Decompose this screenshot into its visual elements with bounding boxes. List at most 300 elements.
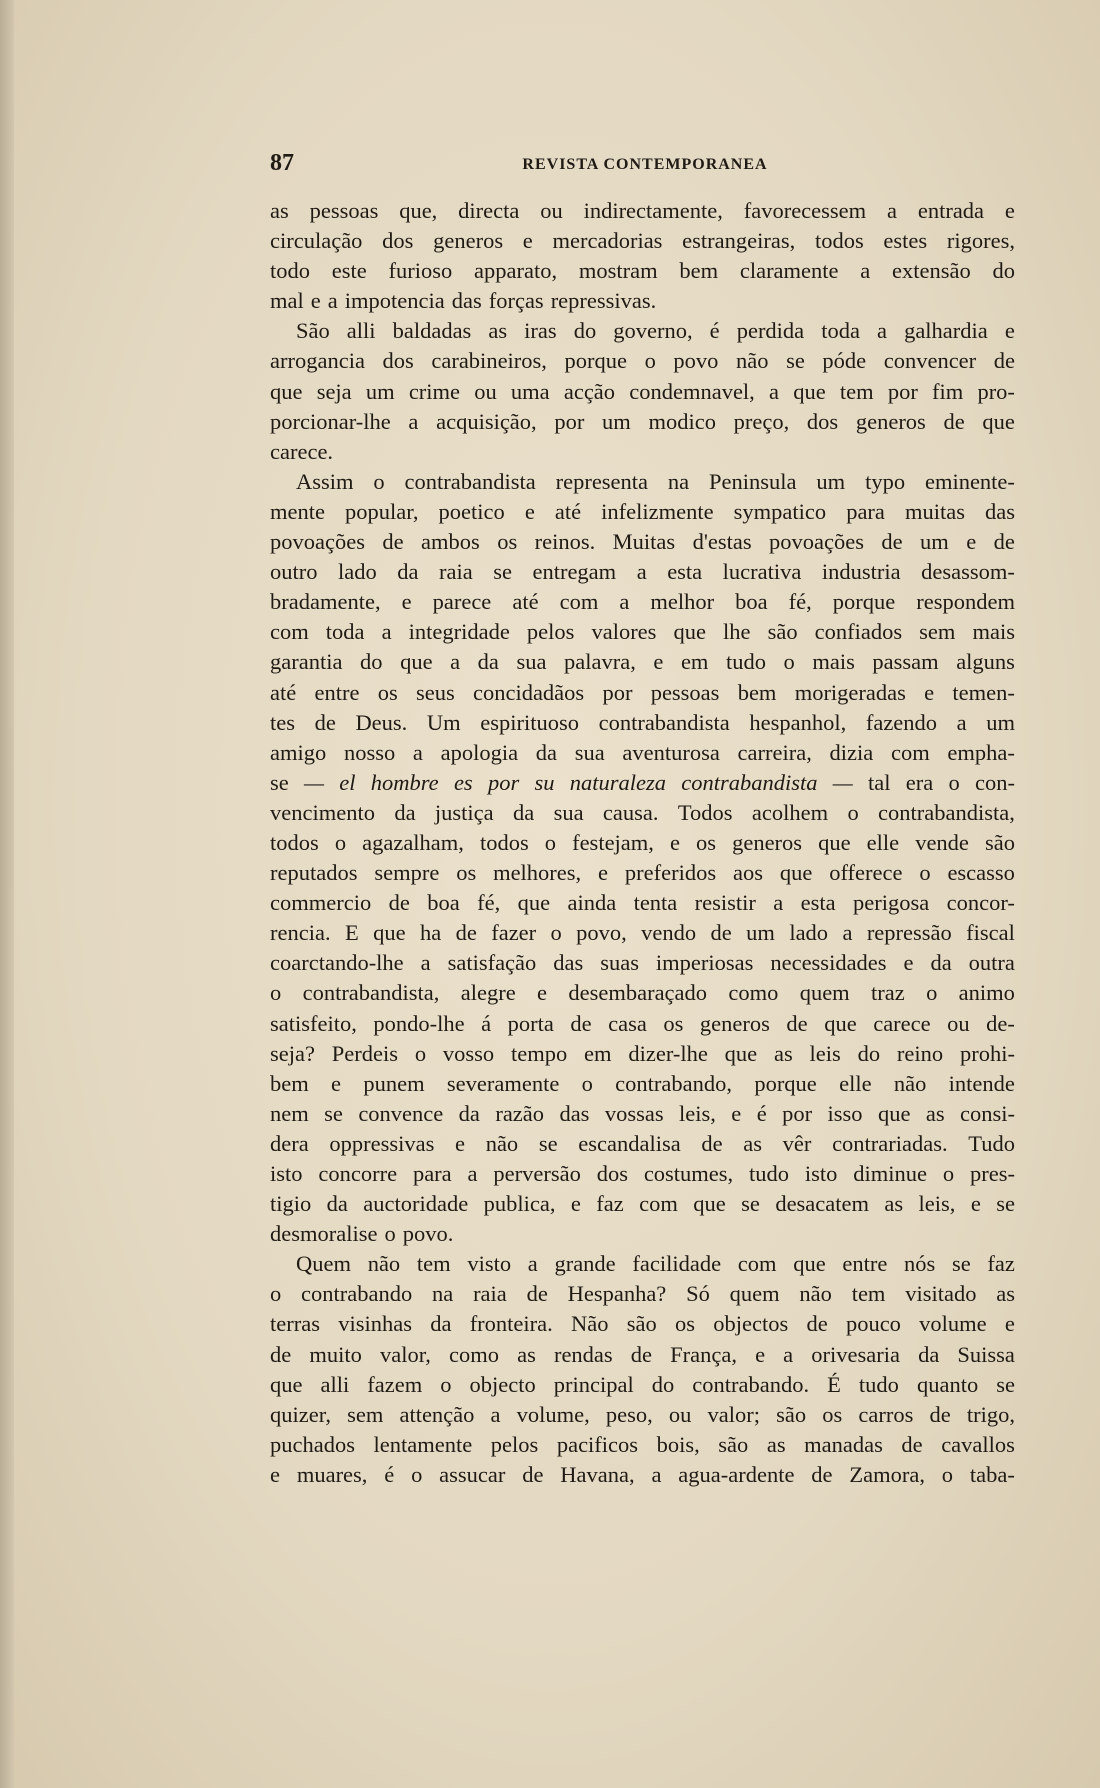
word: as: [773, 1040, 793, 1066]
word: tem: [839, 378, 874, 404]
word: França,: [670, 1341, 737, 1367]
word: favorecessem: [743, 198, 867, 223]
word: preço,: [733, 408, 790, 434]
word: não: [799, 1281, 832, 1307]
word: impotencia: [344, 288, 445, 314]
word: que: [373, 920, 406, 946]
word: ou: [947, 1010, 970, 1036]
word: tudo: [858, 1371, 899, 1397]
text-line: [270, 1400, 1015, 1430]
word: resistir: [694, 890, 756, 916]
word: e: [570, 1191, 581, 1217]
word: como: [728, 980, 779, 1006]
text-line: [270, 828, 1015, 858]
word: é: [709, 318, 720, 344]
word: entre: [842, 1251, 888, 1277]
word: os: [663, 1010, 684, 1036]
word: o: [440, 1371, 452, 1397]
word: um: [746, 920, 775, 946]
word: todo: [270, 258, 311, 284]
text-line: [270, 346, 1015, 376]
word: de: [881, 529, 903, 555]
word: offerece: [829, 860, 903, 886]
word: se: [538, 1130, 558, 1156]
text-line: [270, 978, 1015, 1008]
word: de: [388, 890, 410, 916]
word: são: [718, 1431, 749, 1457]
word: bradamente,: [270, 589, 381, 615]
word: fé,: [788, 589, 812, 615]
word: as: [270, 198, 289, 223]
word: carece: [873, 1010, 931, 1036]
text-line: [270, 1370, 1015, 1400]
word: com: [890, 739, 930, 765]
word: Suissa: [957, 1341, 1015, 1367]
word: a: [956, 709, 967, 735]
word: faz: [987, 1251, 1015, 1277]
word: o: [948, 769, 960, 795]
word: attenção: [399, 1401, 475, 1427]
word: alli: [320, 1371, 350, 1397]
word: coarctando-lhe: [270, 950, 404, 976]
word: das: [451, 288, 482, 314]
italic-phrase-word: el: [339, 769, 356, 795]
body-text: [270, 196, 1015, 1490]
word: pessoas: [650, 679, 720, 705]
page-header: [270, 150, 1020, 180]
word: crime: [408, 378, 461, 404]
word: tudo: [749, 1161, 790, 1186]
word: isto: [270, 1161, 303, 1186]
word: contrabandista,: [302, 980, 440, 1006]
italic-phrase-word: es: [453, 769, 473, 795]
word: carece.: [270, 438, 334, 464]
word: e: [310, 288, 321, 314]
word: um: [602, 408, 631, 434]
word: que: [517, 890, 551, 916]
word: que: [673, 619, 706, 645]
word: elle: [839, 1070, 872, 1096]
word: nem: [270, 1100, 309, 1126]
text-line: [270, 1039, 1015, 1069]
word: lucrativa: [722, 559, 802, 585]
word: povoações: [270, 529, 365, 555]
word: como: [449, 1341, 500, 1367]
word: contrabando,: [615, 1070, 733, 1096]
word: as: [884, 1191, 904, 1217]
word: grande: [554, 1251, 616, 1277]
word: sem: [347, 1401, 384, 1427]
word: modico: [648, 408, 716, 434]
word: povoações: [769, 529, 864, 555]
italic-phrase-word: por: [487, 769, 520, 795]
word: generos: [433, 228, 504, 254]
word: circulação: [270, 228, 363, 254]
word: integridade: [408, 619, 510, 645]
text-line: [270, 948, 1015, 978]
word: se: [741, 1191, 760, 1217]
word: e: [669, 829, 680, 855]
word: apparato,: [474, 258, 558, 284]
word: cavallos: [941, 1431, 1015, 1457]
word: até: [512, 589, 539, 615]
word: trigo,: [966, 1401, 1015, 1427]
text-line: [270, 798, 1015, 828]
word: tempo: [510, 1040, 568, 1066]
word: o: [270, 1281, 282, 1307]
word: respondem: [916, 589, 1015, 615]
word: causa.: [602, 799, 659, 825]
word: contrabando: [301, 1281, 413, 1307]
word: uma: [510, 378, 550, 404]
word: carabineiros,: [431, 348, 547, 374]
word: seja: [316, 378, 352, 404]
word: fazendo: [865, 709, 938, 735]
word: as: [996, 1281, 1015, 1307]
word: convencer: [883, 348, 977, 374]
word: lentamente: [373, 1431, 473, 1457]
word: pacificos: [556, 1431, 639, 1457]
text-line: [270, 768, 1015, 798]
word: o: [373, 468, 385, 494]
word: por: [782, 1100, 813, 1126]
word: a: [651, 1461, 662, 1487]
word: bem: [270, 1070, 309, 1096]
word: do: [573, 318, 597, 344]
word: justiça: [434, 799, 494, 825]
word: imperiosas: [655, 950, 754, 976]
word: tudo: [725, 649, 766, 675]
word: as: [743, 1130, 763, 1156]
word: o: [581, 1070, 593, 1096]
word: estes: [883, 228, 928, 254]
word: acolhem: [751, 799, 829, 825]
word: Tudo: [968, 1130, 1015, 1156]
word: um: [920, 529, 949, 555]
text-line: [270, 1069, 1015, 1099]
word: a: [412, 739, 423, 765]
word: escandalisa: [578, 1130, 681, 1156]
word: dos: [596, 1161, 628, 1186]
word: sua: [574, 739, 605, 765]
word: de: [526, 1281, 548, 1307]
word: condemnavel,: [629, 378, 755, 404]
word: apologia: [440, 739, 519, 765]
word: vendo: [641, 920, 697, 946]
word: povo: [673, 348, 719, 374]
word: entrada: [917, 198, 985, 223]
word: porcionar-lhe: [270, 408, 391, 434]
word: carros: [858, 1401, 914, 1427]
word: que: [693, 1191, 726, 1217]
word: que: [779, 860, 813, 886]
word: e: [1004, 318, 1015, 344]
word: objecto: [469, 1371, 536, 1397]
word: preferidos: [624, 860, 717, 886]
word: necessidades: [770, 950, 887, 976]
word: principal: [553, 1371, 634, 1397]
word: Muitas: [612, 529, 676, 555]
text-line: [270, 888, 1015, 918]
word: a: [408, 408, 419, 434]
word: de: [701, 1130, 723, 1156]
word: leis,: [679, 1100, 716, 1126]
word: vosso: [442, 1040, 495, 1066]
word: contrabandista,: [878, 799, 1015, 825]
word: sempre: [374, 860, 440, 886]
word: um: [816, 468, 846, 494]
word: que: [982, 408, 1015, 434]
word: contrabandista: [598, 709, 730, 735]
word: e: [455, 1130, 466, 1156]
word: terras: [270, 1311, 320, 1337]
word: da: [477, 649, 499, 675]
word: entre: [314, 679, 360, 705]
word: mais: [972, 619, 1015, 645]
word: Um: [426, 709, 461, 735]
word: se: [951, 1251, 971, 1277]
word: o: [941, 1461, 954, 1487]
word: e: [522, 228, 533, 254]
word: hespanhol,: [749, 709, 847, 735]
word: e: [755, 1341, 766, 1367]
word: entregam: [532, 559, 617, 585]
text-line: [270, 738, 1015, 768]
word: e: [331, 1070, 342, 1096]
word: quem: [729, 1281, 780, 1307]
word: animo: [958, 980, 1015, 1006]
text-line: [270, 407, 1015, 437]
word: acquisição,: [436, 408, 537, 434]
word: todos: [814, 228, 864, 254]
word: os: [822, 1401, 843, 1427]
word: os: [456, 860, 477, 886]
word: rigores,: [946, 228, 1015, 254]
word: muitas: [904, 498, 965, 524]
word: de: [382, 529, 404, 555]
word: da: [512, 799, 535, 825]
word: de: [455, 920, 477, 946]
word: concorre: [318, 1161, 398, 1186]
word: typo: [865, 468, 906, 494]
word: o: [411, 1461, 423, 1487]
word: que,: [399, 198, 438, 223]
word: furioso: [388, 258, 453, 284]
word: que: [877, 1100, 911, 1126]
word: e: [1004, 198, 1015, 223]
word: que: [400, 649, 433, 675]
word: da: [458, 1100, 480, 1126]
word: desacatem: [775, 1191, 870, 1217]
word: as: [766, 1431, 786, 1457]
word: convence: [358, 1100, 444, 1126]
word: agua-ardente: [678, 1461, 795, 1487]
word: a: [381, 619, 392, 645]
word: peso,: [605, 1401, 653, 1427]
word: traz: [871, 980, 905, 1006]
word: se: [270, 769, 289, 795]
text-line: [270, 497, 1015, 527]
word: prohi-: [959, 1040, 1015, 1066]
word: contrabando.: [692, 1371, 810, 1397]
word: raia: [473, 1281, 507, 1307]
word: bois,: [656, 1431, 700, 1457]
word: visitado: [905, 1281, 977, 1307]
word: E: [344, 920, 359, 946]
word: vencimento: [270, 799, 375, 825]
word: pres-: [970, 1161, 1015, 1186]
word: que: [270, 1371, 303, 1397]
word: á: [481, 1010, 492, 1036]
word: taba-: [969, 1461, 1015, 1487]
word: palavra,: [564, 649, 636, 675]
word: indirectamente,: [583, 198, 723, 223]
word: que: [793, 1251, 826, 1277]
page-binding-edge: [0, 0, 14, 1788]
word: na: [432, 1281, 454, 1307]
word: o: [334, 829, 347, 855]
text-line: [270, 1460, 1015, 1490]
italic-phrase-word: hombre: [370, 769, 439, 795]
word: este: [331, 258, 367, 284]
word: oppressivas: [329, 1130, 435, 1156]
word: outra: [968, 950, 1015, 976]
word: a: [842, 920, 853, 946]
word: Havana,: [560, 1461, 635, 1487]
word: generos: [855, 408, 926, 434]
word: empha-: [947, 739, 1015, 765]
word: o: [544, 829, 557, 855]
word: repressivas.: [550, 288, 657, 314]
word: toda: [325, 619, 365, 645]
word: Deus.: [355, 709, 408, 735]
word: da: [394, 799, 416, 825]
word: Não: [571, 1311, 609, 1337]
italic-phrase-word: contrabandista: [681, 769, 818, 795]
word: suas: [600, 950, 639, 976]
word: de: [270, 1341, 292, 1367]
word: a: [636, 559, 647, 585]
word: generos: [732, 829, 803, 855]
word: manadas: [804, 1431, 883, 1457]
word: e: [537, 980, 548, 1006]
text-line: [270, 226, 1015, 256]
word: para: [846, 498, 885, 524]
word: e: [970, 1191, 981, 1217]
text-line: [270, 647, 1015, 677]
text-line: [270, 316, 1015, 346]
word: poetico: [438, 498, 505, 524]
word: de: [806, 1311, 828, 1337]
word: o: [550, 920, 562, 946]
word: ou: [668, 1401, 692, 1427]
word: e: [903, 950, 914, 976]
word: dos: [806, 408, 839, 434]
word: de-: [986, 1010, 1015, 1036]
word: fé,: [477, 890, 501, 916]
word: de: [993, 348, 1015, 374]
word: baldadas: [392, 318, 472, 344]
word: povo,: [576, 920, 627, 946]
word: confiados: [814, 619, 903, 645]
word: a: [860, 258, 871, 284]
word: d'estas: [692, 529, 752, 555]
word: contrabandista: [404, 468, 536, 494]
word: tes: [270, 709, 295, 735]
word: ainda: [567, 890, 617, 916]
word: agazalham,: [362, 829, 464, 855]
word: as: [517, 1341, 536, 1367]
word: e: [731, 1100, 742, 1126]
word: o: [783, 649, 795, 675]
word: aos: [732, 860, 763, 886]
word: perdida: [736, 318, 805, 344]
text-line: [270, 708, 1015, 738]
word: são: [984, 829, 1015, 855]
text-line: [270, 1129, 1015, 1159]
word: repressão: [866, 920, 952, 946]
word: sua: [553, 799, 584, 825]
word: a: [773, 890, 784, 916]
word: o: [414, 1040, 427, 1066]
word: generos: [699, 1010, 770, 1036]
word: de: [630, 1341, 653, 1367]
word: da: [535, 739, 557, 765]
word: arrogancia: [270, 348, 365, 374]
word: de: [901, 1431, 923, 1457]
word: industria: [821, 559, 901, 585]
word: se: [324, 1100, 343, 1126]
page-number: 87: [270, 150, 294, 176]
word: volume,: [516, 1401, 590, 1427]
word: bem: [679, 258, 719, 284]
word: dos: [382, 228, 414, 254]
word: nosso: [343, 739, 396, 765]
text-line: [270, 587, 1015, 617]
word: a: [420, 950, 431, 976]
word: a: [877, 318, 888, 344]
word: seus: [415, 679, 455, 705]
word: das: [553, 950, 584, 976]
text-line: [270, 858, 1015, 888]
word: amigo: [270, 739, 327, 765]
text-line: [270, 678, 1015, 708]
word: de: [710, 920, 732, 946]
word: esta: [667, 559, 703, 585]
word: desmoralise: [270, 1221, 378, 1247]
word: desembaraçado: [568, 980, 708, 1006]
word: lado: [338, 559, 377, 585]
word: a: [490, 1401, 501, 1427]
word: perversão: [493, 1161, 581, 1186]
text-line: [270, 527, 1015, 557]
word: em: [680, 649, 709, 675]
word: Só: [686, 1281, 710, 1307]
word: vêr: [782, 1130, 812, 1156]
word: razão: [495, 1100, 545, 1126]
word: porque: [564, 348, 627, 374]
word: se: [493, 559, 512, 585]
word: das: [559, 1100, 590, 1126]
word: porque: [832, 589, 896, 615]
word: pondo-lhe: [373, 1010, 465, 1036]
word: do: [360, 649, 383, 675]
word: a: [783, 1341, 794, 1367]
text-line: [270, 1219, 1015, 1249]
word: todos: [270, 829, 319, 855]
word: os: [696, 829, 717, 855]
word: são: [767, 619, 798, 645]
